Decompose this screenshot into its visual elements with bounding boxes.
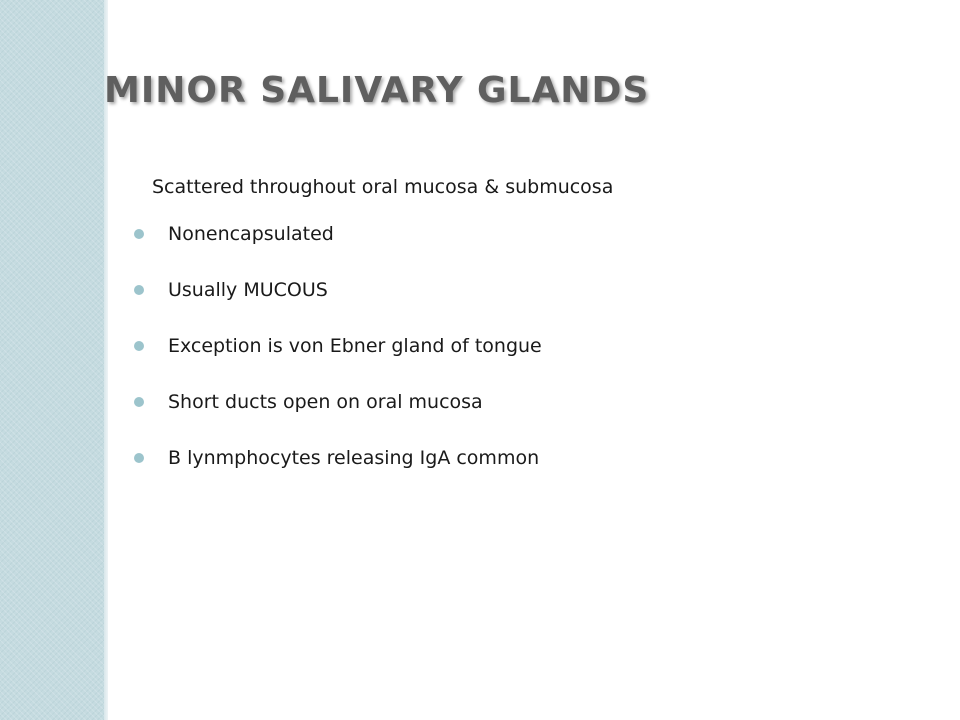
bullet-dot-icon (134, 341, 144, 351)
slide-title: MINOR SALIVARY GLANDS (104, 70, 650, 111)
list-item-text: Usually MUCOUS (168, 279, 328, 301)
list-item-text: Exception is von Ebner gland of tongue (168, 335, 542, 357)
list-item-text: Short ducts open on oral mucosa (168, 391, 483, 413)
bullet-dot-icon (134, 397, 144, 407)
list-item (134, 318, 914, 374)
list-item-text: Nonencapsulated (168, 223, 334, 245)
list-item-text: B lynmphocytes releasing IgA common (168, 447, 540, 469)
bullet-dot-icon (134, 229, 144, 239)
bullet-dot-icon (134, 453, 144, 463)
list-item (134, 262, 914, 318)
list-item (134, 430, 914, 486)
bullet-dot-icon (134, 285, 144, 295)
decorative-side-band (0, 0, 104, 720)
list-item (134, 206, 914, 262)
slide-content (134, 168, 914, 486)
bullet-list (134, 206, 914, 486)
lead-text: Scattered throughout oral mucosa & submucosa (152, 176, 614, 198)
list-item (134, 374, 914, 430)
